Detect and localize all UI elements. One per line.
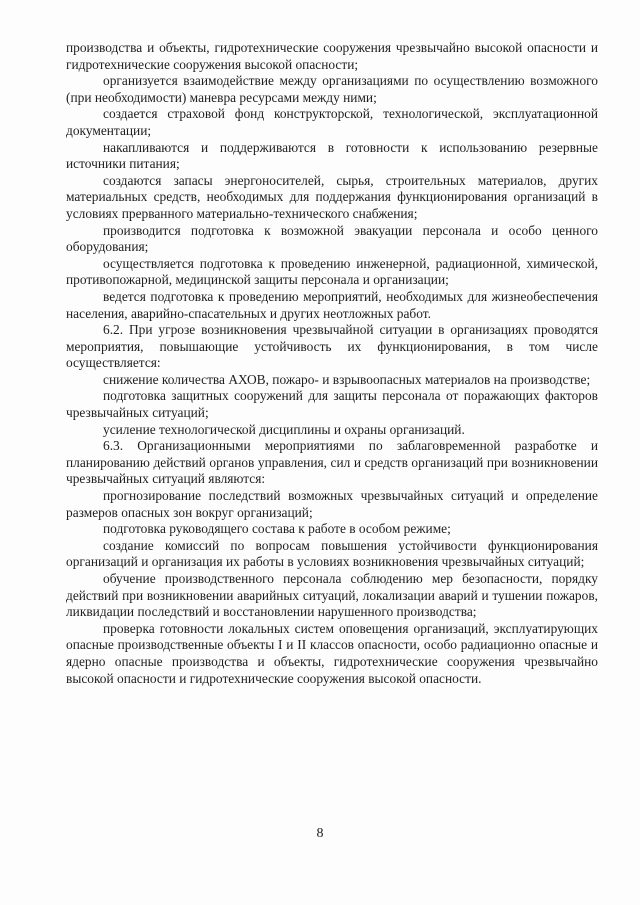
paragraph-p5: производится подготовка к возможной эвакуации персонала и особо ценного оборудования;	[66, 222, 598, 255]
paragraph-p11: усиление технологической дисциплины и охраны организаций.	[103, 421, 465, 437]
paragraph-p15: создание комиссий по вопросам повышения устойчивости функционирования организаций и организация их работы в условиях возникновения чрезвычайных ситуаций;	[66, 537, 598, 570]
paragraph-p16: обучение производственного персонала соблюдению мер безопасности, порядку действий при возникновении аварийных ситуаций, локализации аварий и тушении пожаров, ликвидации последствий и восстановлении нарушенного производства;	[66, 571, 598, 620]
paragraph-p13: прогнозирование последствий возможных чрезвычайных ситуаций и определение размеров опасных зон вокруг организаций;	[66, 488, 598, 520]
paragraph-p8: 6.2. При угрозе возникновения чрезвычайной ситуации в организациях проводятся мероприятия, повышающие устойчивость их функционирования, в том числе осуществляется:	[66, 322, 598, 371]
paragraph-p14: подготовка руководящего состава к работе в особом режиме;	[103, 521, 451, 537]
paragraph-p4: создаются запасы энергоносителей, сырья, строительных материалов, других материальных средств, необходимых для поддержания функционирования организаций в условиях прерванного материально-технического снабжения;	[66, 172, 598, 221]
document-body	[66, 40, 598, 687]
paragraph-p6: осуществляется подготовка к проведению инженерной, радиационной, химической, противопожарной, медицинской защиты персонала и организации;	[66, 255, 598, 288]
paragraph-p0: производства и объекты, гидротехнические сооружения чрезвычайно высокой опасности и гидротехнические сооружения высокой опасности;	[66, 40, 598, 72]
paragraph-p17: проверка готовности локальных систем оповещения организаций, эксплуатирующих опасные производственные объекты I и II классов опасности, особо радиационно опасные и ядерно опасные производства и объекты, гидротехнические сооружения чрезвычайно высокой опасности и гидротехнические сооружения высокой опасности.	[66, 620, 598, 686]
paragraph-p10: подготовка защитных сооружений для защиты персонала от поражающих факторов чрезвычайных ситуаций;	[66, 388, 598, 421]
paragraph-p12: 6.3. Организационными мероприятиями по заблаговременной разработке и планированию действий органов управления, сил и средств организаций при возникновении чрезвычайных ситуаций являются:	[66, 438, 598, 487]
paragraph-p2: создается страховой фонд конструкторской, технологической, эксплуатационной документации;	[66, 106, 598, 138]
paragraph-p1: организуется взаимодействие между организациями по осуществлению возможного (при необходимости) маневра ресурсами между ними;	[66, 73, 598, 105]
paragraph-p9: снижение количества АХОВ, пожаро- и взрывоопасных материалов на производстве;	[103, 371, 591, 387]
page-number: 8	[316, 826, 324, 841]
paragraph-p3: накапливаются и поддерживаются в готовности к использованию резервные источники питания;	[66, 139, 598, 172]
paragraph-p7: ведется подготовка к проведению мероприятий, необходимых для жизнеобеспечения населения, аварийно-спасательных и других неотложных работ.	[66, 288, 598, 321]
